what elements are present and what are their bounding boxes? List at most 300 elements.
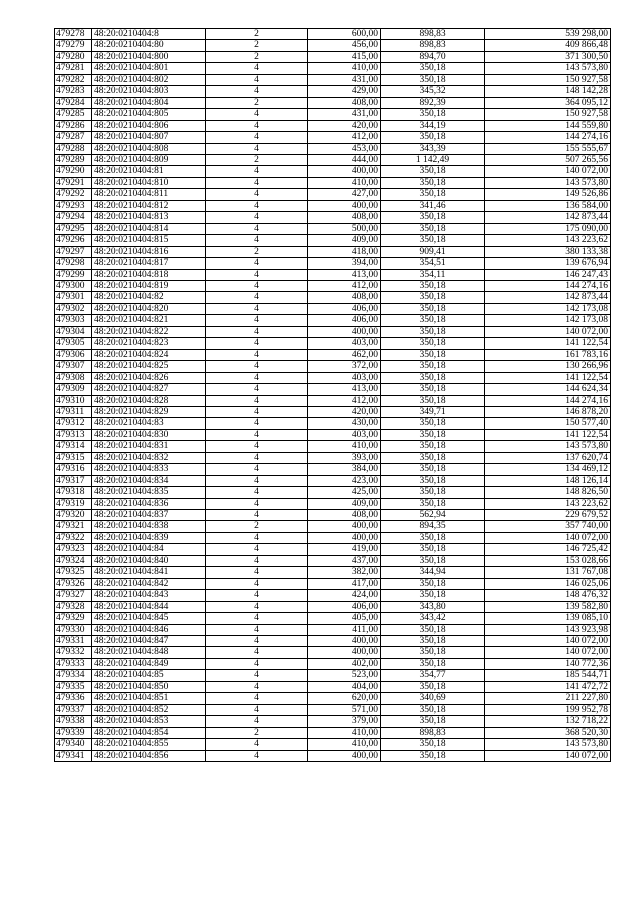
specific-value-cell: 343,39 bbox=[381, 143, 485, 154]
table-row bbox=[55, 670, 611, 681]
row-number-cell: 479317 bbox=[55, 475, 92, 486]
area-cell: 384,00 bbox=[308, 464, 381, 475]
category-cell: 4 bbox=[206, 395, 308, 406]
row-number-cell: 479313 bbox=[55, 429, 92, 440]
specific-value-cell: 343,80 bbox=[381, 601, 485, 612]
area-cell: 410,00 bbox=[308, 63, 381, 74]
cadastral-value-cell: 146 725,42 bbox=[485, 544, 611, 555]
area-cell: 400,00 bbox=[308, 532, 381, 543]
category-cell: 4 bbox=[206, 177, 308, 188]
cadastral-value-cell: 140 072,00 bbox=[485, 750, 611, 761]
category-cell: 4 bbox=[206, 384, 308, 395]
cadastral-number-cell: 48:20:0210404:811 bbox=[92, 189, 206, 200]
row-number-cell: 479290 bbox=[55, 166, 92, 177]
category-cell: 4 bbox=[206, 223, 308, 234]
cadastral-number-cell: 48:20:0210404:842 bbox=[92, 578, 206, 589]
specific-value-cell: 343,42 bbox=[381, 613, 485, 624]
specific-value-cell: 350,18 bbox=[381, 303, 485, 314]
row-number-cell: 479311 bbox=[55, 406, 92, 417]
cadastral-number-cell: 48:20:0210404:851 bbox=[92, 693, 206, 704]
table-row bbox=[55, 212, 611, 223]
table-row bbox=[55, 647, 611, 658]
cadastral-number-cell: 48:20:0210404:82 bbox=[92, 292, 206, 303]
table-row bbox=[55, 704, 611, 715]
area-cell: 408,00 bbox=[308, 212, 381, 223]
table-row bbox=[55, 349, 611, 360]
table-row bbox=[55, 487, 611, 498]
specific-value-cell: 350,18 bbox=[381, 189, 485, 200]
row-number-cell: 479281 bbox=[55, 63, 92, 74]
table-row bbox=[55, 200, 611, 211]
category-cell: 4 bbox=[206, 258, 308, 269]
area-cell: 523,00 bbox=[308, 670, 381, 681]
cadastral-value-cell: 380 133,38 bbox=[485, 246, 611, 257]
cadastral-value-cell: 409 866,48 bbox=[485, 40, 611, 51]
row-number-cell: 479305 bbox=[55, 338, 92, 349]
area-cell: 400,00 bbox=[308, 647, 381, 658]
category-cell: 4 bbox=[206, 280, 308, 291]
cadastral-number-cell: 48:20:0210404:832 bbox=[92, 452, 206, 463]
row-number-cell: 479314 bbox=[55, 441, 92, 452]
row-number-cell: 479293 bbox=[55, 200, 92, 211]
category-cell: 2 bbox=[206, 154, 308, 165]
cadastral-value-cell: 148 826,50 bbox=[485, 487, 611, 498]
row-number-cell: 479296 bbox=[55, 235, 92, 246]
row-number-cell: 479327 bbox=[55, 590, 92, 601]
table-row bbox=[55, 601, 611, 612]
row-number-cell: 479308 bbox=[55, 372, 92, 383]
specific-value-cell: 350,18 bbox=[381, 372, 485, 383]
row-number-cell: 479341 bbox=[55, 750, 92, 761]
table-row bbox=[55, 63, 611, 74]
category-cell: 4 bbox=[206, 63, 308, 74]
cadastral-value-cell: 139 582,80 bbox=[485, 601, 611, 612]
cadastral-number-cell: 48:20:0210404:819 bbox=[92, 280, 206, 291]
row-number-cell: 479336 bbox=[55, 693, 92, 704]
area-cell: 431,00 bbox=[308, 109, 381, 120]
table-row bbox=[55, 246, 611, 257]
cadastral-value-cell: 142 173,08 bbox=[485, 303, 611, 314]
specific-value-cell: 350,18 bbox=[381, 395, 485, 406]
cadastral-number-cell: 48:20:0210404:820 bbox=[92, 303, 206, 314]
cadastral-value-cell: 148 476,32 bbox=[485, 590, 611, 601]
cadastral-number-cell: 48:20:0210404:812 bbox=[92, 200, 206, 211]
table-row bbox=[55, 464, 611, 475]
area-cell: 500,00 bbox=[308, 223, 381, 234]
row-number-cell: 479303 bbox=[55, 315, 92, 326]
specific-value-cell: 350,18 bbox=[381, 624, 485, 635]
area-cell: 430,00 bbox=[308, 418, 381, 429]
cadastral-number-cell: 48:20:0210404:852 bbox=[92, 704, 206, 715]
row-number-cell: 479283 bbox=[55, 86, 92, 97]
table-row bbox=[55, 109, 611, 120]
specific-value-cell: 350,18 bbox=[381, 338, 485, 349]
category-cell: 4 bbox=[206, 739, 308, 750]
area-cell: 406,00 bbox=[308, 315, 381, 326]
cadastral-number-cell: 48:20:0210404:840 bbox=[92, 555, 206, 566]
area-cell: 412,00 bbox=[308, 280, 381, 291]
row-number-cell: 479326 bbox=[55, 578, 92, 589]
row-number-cell: 479309 bbox=[55, 384, 92, 395]
specific-value-cell: 350,18 bbox=[381, 452, 485, 463]
area-cell: 400,00 bbox=[308, 166, 381, 177]
cadastral-value-cell: 132 718,22 bbox=[485, 716, 611, 727]
row-number-cell: 479300 bbox=[55, 280, 92, 291]
area-cell: 571,00 bbox=[308, 704, 381, 715]
cadastral-value-cell: 185 544,71 bbox=[485, 670, 611, 681]
row-number-cell: 479312 bbox=[55, 418, 92, 429]
cadastral-value-cell: 137 620,74 bbox=[485, 452, 611, 463]
specific-value-cell: 350,18 bbox=[381, 63, 485, 74]
cadastral-number-cell: 48:20:0210404:841 bbox=[92, 567, 206, 578]
specific-value-cell: 350,18 bbox=[381, 647, 485, 658]
area-cell: 444,00 bbox=[308, 154, 381, 165]
area-cell: 402,00 bbox=[308, 658, 381, 669]
cadastral-number-cell: 48:20:0210404:84 bbox=[92, 544, 206, 555]
cadastral-value-cell: 140 772,36 bbox=[485, 658, 611, 669]
cadastral-value-cell: 161 783,16 bbox=[485, 349, 611, 360]
table-row bbox=[55, 406, 611, 417]
category-cell: 4 bbox=[206, 235, 308, 246]
row-number-cell: 479284 bbox=[55, 97, 92, 108]
area-cell: 410,00 bbox=[308, 177, 381, 188]
area-cell: 427,00 bbox=[308, 189, 381, 200]
area-cell: 410,00 bbox=[308, 727, 381, 738]
table-row bbox=[55, 739, 611, 750]
specific-value-cell: 350,18 bbox=[381, 532, 485, 543]
table-row bbox=[55, 303, 611, 314]
table-row bbox=[55, 441, 611, 452]
specific-value-cell: 894,35 bbox=[381, 521, 485, 532]
cadastral-value-cell: 142 873,44 bbox=[485, 212, 611, 223]
cadastral-value-cell: 134 469,12 bbox=[485, 464, 611, 475]
category-cell: 4 bbox=[206, 555, 308, 566]
cadastral-number-cell: 48:20:0210404:818 bbox=[92, 269, 206, 280]
area-cell: 404,00 bbox=[308, 681, 381, 692]
category-cell: 4 bbox=[206, 532, 308, 543]
cadastral-value-cell: 140 072,00 bbox=[485, 636, 611, 647]
area-cell: 413,00 bbox=[308, 384, 381, 395]
specific-value-cell: 909,41 bbox=[381, 246, 485, 257]
row-number-cell: 479279 bbox=[55, 40, 92, 51]
table-row bbox=[55, 498, 611, 509]
cadastral-value-cell: 130 266,96 bbox=[485, 361, 611, 372]
cadastral-number-cell: 48:20:0210404:844 bbox=[92, 601, 206, 612]
row-number-cell: 479339 bbox=[55, 727, 92, 738]
specific-value-cell: 349,71 bbox=[381, 406, 485, 417]
cadastral-number-cell: 48:20:0210404:85 bbox=[92, 670, 206, 681]
table-row bbox=[55, 613, 611, 624]
area-cell: 400,00 bbox=[308, 521, 381, 532]
area-cell: 420,00 bbox=[308, 120, 381, 131]
area-cell: 406,00 bbox=[308, 303, 381, 314]
category-cell: 4 bbox=[206, 693, 308, 704]
category-cell: 4 bbox=[206, 590, 308, 601]
table-row bbox=[55, 280, 611, 291]
table-row bbox=[55, 143, 611, 154]
specific-value-cell: 350,18 bbox=[381, 441, 485, 452]
table-row bbox=[55, 86, 611, 97]
table-row bbox=[55, 693, 611, 704]
row-number-cell: 479297 bbox=[55, 246, 92, 257]
area-cell: 410,00 bbox=[308, 441, 381, 452]
specific-value-cell: 340,69 bbox=[381, 693, 485, 704]
area-cell: 408,00 bbox=[308, 97, 381, 108]
row-number-cell: 479307 bbox=[55, 361, 92, 372]
category-cell: 2 bbox=[206, 97, 308, 108]
row-number-cell: 479282 bbox=[55, 74, 92, 85]
cadastral-value-cell: 140 072,00 bbox=[485, 166, 611, 177]
row-number-cell: 479295 bbox=[55, 223, 92, 234]
specific-value-cell: 350,18 bbox=[381, 235, 485, 246]
specific-value-cell: 344,94 bbox=[381, 567, 485, 578]
table-row bbox=[55, 154, 611, 165]
specific-value-cell: 350,18 bbox=[381, 292, 485, 303]
table-row bbox=[55, 361, 611, 372]
category-cell: 2 bbox=[206, 727, 308, 738]
row-number-cell: 479292 bbox=[55, 189, 92, 200]
table-row bbox=[55, 658, 611, 669]
area-cell: 400,00 bbox=[308, 326, 381, 337]
cadastral-value-cell: 368 520,30 bbox=[485, 727, 611, 738]
row-number-cell: 479320 bbox=[55, 510, 92, 521]
category-cell: 2 bbox=[206, 521, 308, 532]
cadastral-number-cell: 48:20:0210404:856 bbox=[92, 750, 206, 761]
table-row bbox=[55, 681, 611, 692]
cadastral-value-cell: 142 173,08 bbox=[485, 315, 611, 326]
category-cell: 4 bbox=[206, 406, 308, 417]
area-cell: 406,00 bbox=[308, 601, 381, 612]
area-cell: 393,00 bbox=[308, 452, 381, 463]
category-cell: 4 bbox=[206, 372, 308, 383]
table-row bbox=[55, 418, 611, 429]
category-cell: 4 bbox=[206, 578, 308, 589]
cadastral-value-cell: 199 952,78 bbox=[485, 704, 611, 715]
category-cell: 4 bbox=[206, 704, 308, 715]
category-cell: 4 bbox=[206, 74, 308, 85]
row-number-cell: 479301 bbox=[55, 292, 92, 303]
cadastral-value-cell: 140 072,00 bbox=[485, 647, 611, 658]
specific-value-cell: 350,18 bbox=[381, 681, 485, 692]
cadastral-value-cell: 146 878,20 bbox=[485, 406, 611, 417]
area-cell: 424,00 bbox=[308, 590, 381, 601]
cadastral-number-cell: 48:20:0210404:835 bbox=[92, 487, 206, 498]
cadastral-number-cell: 48:20:0210404:810 bbox=[92, 177, 206, 188]
row-number-cell: 479333 bbox=[55, 658, 92, 669]
specific-value-cell: 350,18 bbox=[381, 326, 485, 337]
table-row bbox=[55, 590, 611, 601]
table-row bbox=[55, 166, 611, 177]
cadastral-number-cell: 48:20:0210404:822 bbox=[92, 326, 206, 337]
area-cell: 600,00 bbox=[308, 29, 381, 40]
specific-value-cell: 354,51 bbox=[381, 258, 485, 269]
specific-value-cell: 345,32 bbox=[381, 86, 485, 97]
category-cell: 4 bbox=[206, 647, 308, 658]
category-cell: 4 bbox=[206, 315, 308, 326]
specific-value-cell: 350,18 bbox=[381, 212, 485, 223]
category-cell: 4 bbox=[206, 670, 308, 681]
cadastral-number-cell: 48:20:0210404:809 bbox=[92, 154, 206, 165]
cadastral-value-cell: 139 085,10 bbox=[485, 613, 611, 624]
cadastral-value-cell: 141 122,54 bbox=[485, 372, 611, 383]
row-number-cell: 479337 bbox=[55, 704, 92, 715]
category-cell: 4 bbox=[206, 498, 308, 509]
table-row bbox=[55, 384, 611, 395]
specific-value-cell: 1 142,49 bbox=[381, 154, 485, 165]
specific-value-cell: 350,18 bbox=[381, 487, 485, 498]
cadastral-value-cell: 143 573,80 bbox=[485, 441, 611, 452]
table-row bbox=[55, 132, 611, 143]
cadastral-value-cell: 150 577,40 bbox=[485, 418, 611, 429]
cadastral-value-cell: 141 122,54 bbox=[485, 429, 611, 440]
cadastral-number-cell: 48:20:0210404:853 bbox=[92, 716, 206, 727]
cadastral-value-cell: 144 624,34 bbox=[485, 384, 611, 395]
cadastral-value-cell: 150 927,58 bbox=[485, 74, 611, 85]
specific-value-cell: 350,18 bbox=[381, 418, 485, 429]
cadastral-value-cell: 143 573,80 bbox=[485, 177, 611, 188]
table-row bbox=[55, 716, 611, 727]
area-cell: 437,00 bbox=[308, 555, 381, 566]
table-row bbox=[55, 429, 611, 440]
specific-value-cell: 898,83 bbox=[381, 40, 485, 51]
area-cell: 423,00 bbox=[308, 475, 381, 486]
table-row bbox=[55, 51, 611, 62]
category-cell: 4 bbox=[206, 349, 308, 360]
row-number-cell: 479334 bbox=[55, 670, 92, 681]
specific-value-cell: 341,46 bbox=[381, 200, 485, 211]
cadastral-value-cell: 143 223,62 bbox=[485, 498, 611, 509]
table-row bbox=[55, 177, 611, 188]
cadastral-number-cell: 48:20:0210404:847 bbox=[92, 636, 206, 647]
cadastral-value-cell: 146 025,06 bbox=[485, 578, 611, 589]
specific-value-cell: 350,18 bbox=[381, 750, 485, 761]
row-number-cell: 479328 bbox=[55, 601, 92, 612]
category-cell: 4 bbox=[206, 326, 308, 337]
specific-value-cell: 354,77 bbox=[381, 670, 485, 681]
area-cell: 379,00 bbox=[308, 716, 381, 727]
area-cell: 408,00 bbox=[308, 292, 381, 303]
area-cell: 403,00 bbox=[308, 372, 381, 383]
specific-value-cell: 350,18 bbox=[381, 636, 485, 647]
table-row bbox=[55, 74, 611, 85]
cadastral-value-cell: 141 472,72 bbox=[485, 681, 611, 692]
category-cell: 4 bbox=[206, 86, 308, 97]
cadastral-number-cell: 48:20:0210404:814 bbox=[92, 223, 206, 234]
cadastral-value-cell: 153 028,66 bbox=[485, 555, 611, 566]
area-cell: 403,00 bbox=[308, 429, 381, 440]
row-number-cell: 479310 bbox=[55, 395, 92, 406]
cadastral-value-cell: 141 122,54 bbox=[485, 338, 611, 349]
table-body bbox=[55, 29, 611, 762]
category-cell: 4 bbox=[206, 475, 308, 486]
cadastral-number-cell: 48:20:0210404:848 bbox=[92, 647, 206, 658]
table-row bbox=[55, 521, 611, 532]
row-number-cell: 479280 bbox=[55, 51, 92, 62]
category-cell: 2 bbox=[206, 40, 308, 51]
table-row bbox=[55, 452, 611, 463]
table-row bbox=[55, 223, 611, 234]
specific-value-cell: 350,18 bbox=[381, 429, 485, 440]
cadastral-number-cell: 48:20:0210404:813 bbox=[92, 212, 206, 223]
row-number-cell: 479316 bbox=[55, 464, 92, 475]
cadastral-value-cell: 507 265,56 bbox=[485, 154, 611, 165]
category-cell: 4 bbox=[206, 452, 308, 463]
table-row bbox=[55, 532, 611, 543]
category-cell: 4 bbox=[206, 716, 308, 727]
area-cell: 456,00 bbox=[308, 40, 381, 51]
cadastral-value-cell: 364 095,12 bbox=[485, 97, 611, 108]
area-cell: 382,00 bbox=[308, 567, 381, 578]
cadastral-number-cell: 48:20:0210404:81 bbox=[92, 166, 206, 177]
table-row bbox=[55, 189, 611, 200]
area-cell: 453,00 bbox=[308, 143, 381, 154]
area-cell: 400,00 bbox=[308, 200, 381, 211]
cadastral-value-cell: 150 927,58 bbox=[485, 109, 611, 120]
table-row bbox=[55, 269, 611, 280]
category-cell: 4 bbox=[206, 212, 308, 223]
cadastral-value-cell: 140 072,00 bbox=[485, 532, 611, 543]
row-number-cell: 479294 bbox=[55, 212, 92, 223]
category-cell: 4 bbox=[206, 189, 308, 200]
area-cell: 400,00 bbox=[308, 636, 381, 647]
row-number-cell: 479330 bbox=[55, 624, 92, 635]
area-cell: 405,00 bbox=[308, 613, 381, 624]
cadastral-number-cell: 48:20:0210404:826 bbox=[92, 372, 206, 383]
row-number-cell: 479288 bbox=[55, 143, 92, 154]
cadastral-value-cell: 229 679,52 bbox=[485, 510, 611, 521]
area-cell: 620,00 bbox=[308, 693, 381, 704]
cadastral-number-cell: 48:20:0210404:800 bbox=[92, 51, 206, 62]
row-number-cell: 479285 bbox=[55, 109, 92, 120]
specific-value-cell: 350,18 bbox=[381, 578, 485, 589]
specific-value-cell: 350,18 bbox=[381, 658, 485, 669]
row-number-cell: 479338 bbox=[55, 716, 92, 727]
specific-value-cell: 350,18 bbox=[381, 498, 485, 509]
cadastral-value-cell: 144 559,80 bbox=[485, 120, 611, 131]
table-row bbox=[55, 567, 611, 578]
row-number-cell: 479325 bbox=[55, 567, 92, 578]
cadastral-number-cell: 48:20:0210404:850 bbox=[92, 681, 206, 692]
category-cell: 4 bbox=[206, 636, 308, 647]
cadastral-value-cell: 143 573,80 bbox=[485, 63, 611, 74]
cadastral-value-cell: 149 526,86 bbox=[485, 189, 611, 200]
cadastral-number-cell: 48:20:0210404:802 bbox=[92, 74, 206, 85]
row-number-cell: 479340 bbox=[55, 739, 92, 750]
cadastral-value-cell: 146 247,43 bbox=[485, 269, 611, 280]
cadastral-number-cell: 48:20:0210404:801 bbox=[92, 63, 206, 74]
cadastral-number-cell: 48:20:0210404:855 bbox=[92, 739, 206, 750]
area-cell: 425,00 bbox=[308, 487, 381, 498]
row-number-cell: 479287 bbox=[55, 132, 92, 143]
table-row bbox=[55, 97, 611, 108]
area-cell: 372,00 bbox=[308, 361, 381, 372]
area-cell: 408,00 bbox=[308, 510, 381, 521]
cadastral-number-cell: 48:20:0210404:837 bbox=[92, 510, 206, 521]
row-number-cell: 479319 bbox=[55, 498, 92, 509]
row-number-cell: 479324 bbox=[55, 555, 92, 566]
area-cell: 413,00 bbox=[308, 269, 381, 280]
specific-value-cell: 350,18 bbox=[381, 384, 485, 395]
category-cell: 4 bbox=[206, 681, 308, 692]
category-cell: 4 bbox=[206, 166, 308, 177]
specific-value-cell: 350,18 bbox=[381, 555, 485, 566]
cadastral-value-cell: 139 676,94 bbox=[485, 258, 611, 269]
row-number-cell: 479304 bbox=[55, 326, 92, 337]
cadastral-number-cell: 48:20:0210404:829 bbox=[92, 406, 206, 417]
cadastral-number-cell: 48:20:0210404:816 bbox=[92, 246, 206, 257]
specific-value-cell: 350,18 bbox=[381, 475, 485, 486]
category-cell: 4 bbox=[206, 120, 308, 131]
